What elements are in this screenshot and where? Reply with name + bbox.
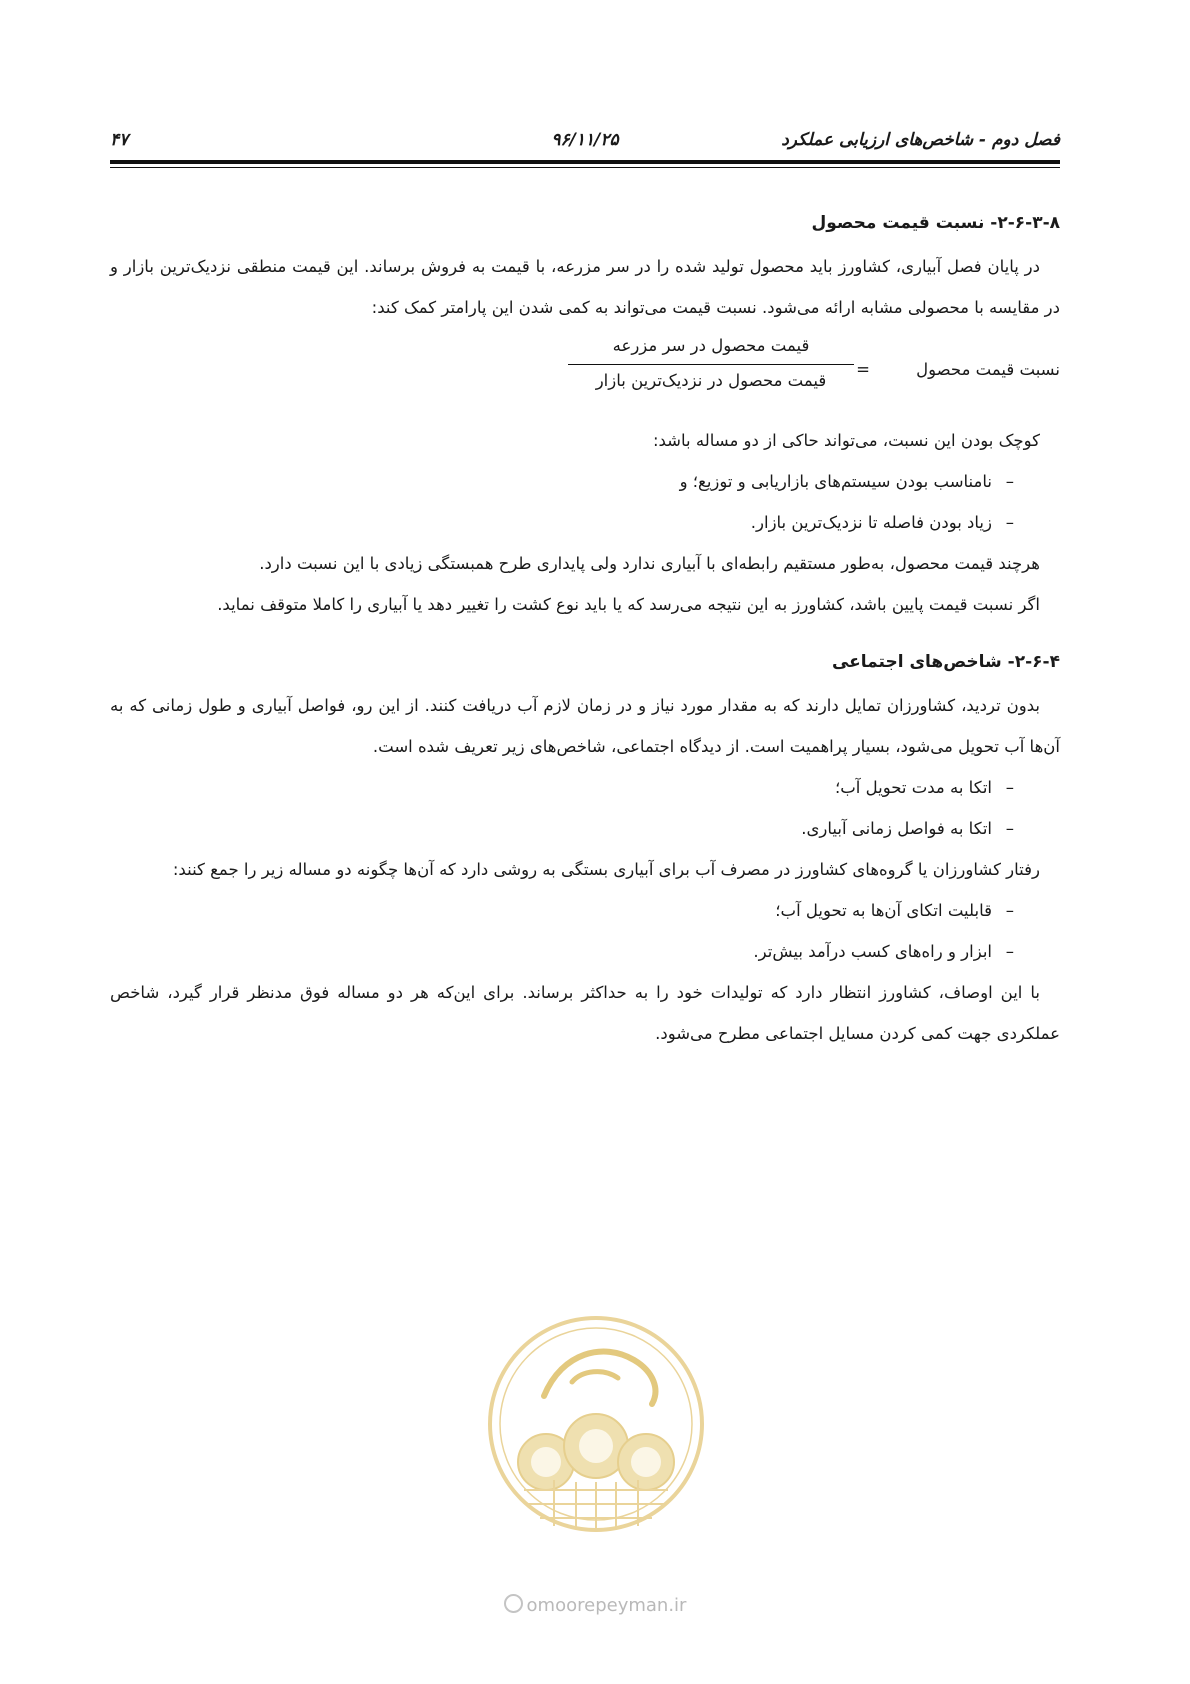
- globe-icon: [504, 1594, 523, 1613]
- formula-denominator: قیمت محصول در نزدیک‌ترین بازار: [595, 371, 827, 390]
- watermark-site: omoorepeyman.ir: [0, 1594, 1190, 1616]
- formula-numerator: قیمت محصول در سر مزرعه: [612, 336, 810, 355]
- chapter-title: فصل دوم - شاخص‌های ارزیابی عملکرد: [781, 130, 1060, 150]
- dash-bullet: –: [1005, 901, 1014, 920]
- paragraph: با این اوصاف، کشاورز انتظار دارد که تولیدات خود را به حداکثر برساند. برای این‌که هر دو مساله فوق مدنظر قرار گیرد، شاخص عملکردی جهت کمی کردن مسایل اجتماعی مطرح می‌شود.: [110, 983, 1060, 1043]
- dash-bullet: –: [1005, 819, 1014, 838]
- formula-equals: =: [856, 360, 870, 379]
- list-item: – اتکا به مدت تحویل آب؛: [110, 767, 1060, 808]
- header-rule-thin: [110, 167, 1060, 168]
- list-item: – زیاد بودن فاصله تا نزدیک‌ترین بازار.: [110, 502, 1060, 543]
- dash-bullet: –: [1005, 942, 1014, 961]
- price-ratio-formula: [110, 328, 1060, 420]
- paragraph: رفتار کشاورزان یا گروه‌های کشاورز در مصرف آب برای آبیاری بستگی به روشی دارد که آن‌ها چگونه دو مساله زیر را جمع کنند:: [172, 860, 1040, 879]
- page-number: ۴۷: [110, 130, 129, 150]
- running-header: [110, 128, 1060, 156]
- dash-bullet: –: [1005, 513, 1014, 532]
- section-heading: ۲-۶-۴- شاخص‌های اجتماعی: [831, 652, 1060, 672]
- section-heading: ۲-۶-۳-۸- نسبت قیمت محصول: [811, 213, 1060, 233]
- watermark-seal-logo: [484, 1312, 708, 1536]
- paragraph: بدون تردید، کشاورزان تمایل دارند که به مقدار مورد نیاز و در زمان لازم آب دریافت کنند. از این رو، فواصل آبیاری و طول زمانی که به آن‌ها آب تحویل می‌شود، بسیار پراهمیت است. از دیدگاه اجتماعی، شاخص‌های زیر تعریف شده است.: [110, 696, 1060, 756]
- paragraph: کوچک بودن این نسبت، می‌تواند حاکی از دو مساله باشد:: [652, 431, 1040, 450]
- list-item: – قابلیت اتکای آن‌ها به تحویل آب؛: [110, 890, 1060, 931]
- body-text: [110, 208, 1060, 1054]
- formula-lhs: نسبت قیمت محصول: [916, 360, 1060, 379]
- paragraph: در پایان فصل آبیاری، کشاورز باید محصول تولید شده را در سر مزرعه، با قیمت به فروش برساند. این قیمت منطقی نزدیک‌ترین بازار و در مقایسه با محصولی مشابه ارائه می‌شود. نسبت قیمت می‌تواند به کمی شدن این پارامتر کمک کند:: [110, 257, 1060, 317]
- header-rule-thick: [110, 160, 1060, 164]
- paragraph: هرچند قیمت محصول، به‌طور مستقیم رابطه‌ای با آبیاری ندارد ولی پایداری طرح همبستگی زیادی با این نسبت دارد.: [259, 554, 1040, 573]
- dash-bullet: –: [1005, 472, 1014, 491]
- list-item: – اتکا به فواصل زمانی آبیاری.: [110, 808, 1060, 849]
- list-item: – ابزار و راه‌های کسب درآمد بیش‌تر.: [110, 931, 1060, 972]
- paragraph: اگر نسبت قیمت پایین باشد، کشاورز به این نتیجه می‌رسد که یا باید نوع کشت را تغییر دهد یا آبیاری را کاملا متوقف نماید.: [217, 595, 1040, 614]
- list-item: – نامناسب بودن سیستم‌های بازاریابی و توزیع؛ و: [110, 461, 1060, 502]
- header-date: ۹۶/۱۱/۲۵: [551, 130, 619, 150]
- formula-fraction: [568, 332, 854, 395]
- dash-bullet: –: [1005, 778, 1014, 797]
